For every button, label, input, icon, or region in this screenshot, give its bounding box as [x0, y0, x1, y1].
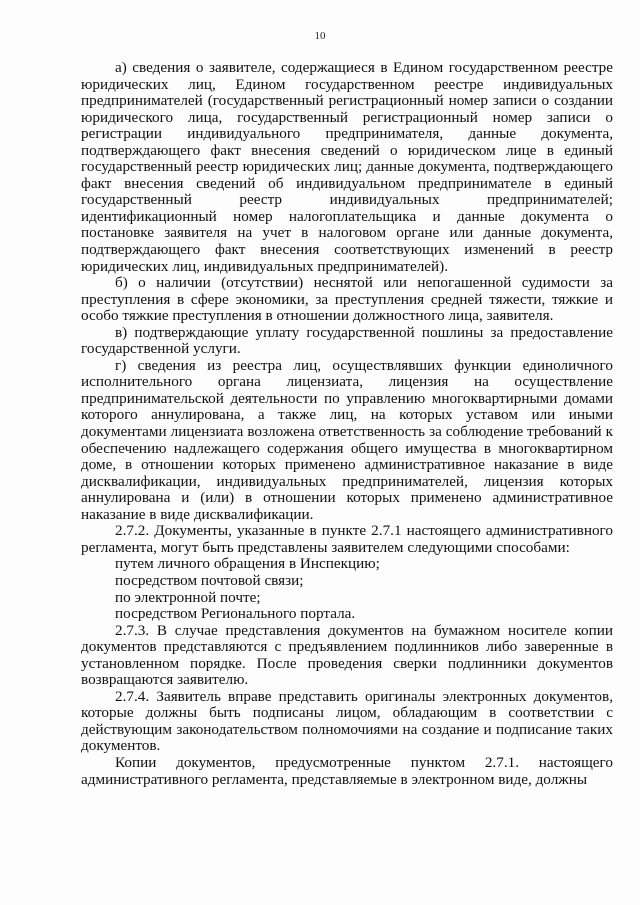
list-item: путем личного обращения в Инспекцию;: [115, 555, 380, 573]
paragraph-a-applicant-info: а) сведения о заявителе, содержащиеся в Едином государственном реестре юридических лиц, Едином государственном реестре индивидуальных предпринимателей (государственный регистрационный номер записи о создании юридического лица, государственный регистрационный номер записи о регистрации индивидуального предпринимателя, данные документа, подтверждающего факт внесения сведений о юридическом лице в единый государственный реестр юридических лиц; данные документа, подтверждающего факт внесения сведений об индивидуальном предпринимателе в единый государственный реестр индивидуальных предпринимателей; идентификационный номер налогоплательщика и данные документа о постановке заявителя на учет в налоговом органе или данные документа, подтверждающего факт внесения соответствующих изменений в реестр юридических лиц, индивидуальных предпринимателей).: [81, 59, 613, 275]
paragraph-v-state-fee: в) подтверждающие уплату государственной пошлины за предоставление государственной услуги.: [81, 323, 613, 358]
paragraph-2-7-3: 2.7.3. В случае представления документов на бумажном носителе копии документов представляются с предъявлением подлинников либо заверенные в установленном порядке. После проведения сверки подлинники документов возвращаются заявителю.: [81, 621, 613, 689]
list-item: по электронной почте;: [115, 588, 261, 606]
paragraph-g-registry-info: г) сведения из реестра лиц, осуществлявших функции единоличного исполнительного органа лицензиата, лицензия на осуществление предпринимательской деятельности по управлению многоквартирными домами которого аннулирована, а также лиц, на которых уставом или иными документами лицензиата возложена ответственность за соблюдение требований к обеспечению надлежащего содержания общего имущества в многоквартирном доме, в отношении которых применено административное наказание в виде дисквалификации, индивидуальных предпринимателей, лицензия которых аннулирована и (или) в отношении которых применено административное наказание в виде дисквалификации.: [81, 356, 613, 523]
list-item: посредством почтовой связи;: [115, 571, 304, 589]
paragraph-2-7-2: 2.7.2. Документы, указанные в пункте 2.7.1 настоящего административного регламента, могут быть представлены заявителем следующими способами:: [81, 522, 613, 556]
paragraph-b-criminal-record: б) о наличии (отсутствии) неснятой или непогашенной судимости за преступления в сфере экономики, за преступления средней тяжести, тяжкие и особо тяжкие преступления в отношении должностного лица, заявителя.: [81, 274, 613, 325]
paragraph-copies-electronic: Копии документов, предусмотренные пунктом 2.7.1. настоящего административного регламента, представляемые в электронном виде, должны: [81, 753, 613, 788]
paragraph-2-7-4: 2.7.4. Заявитель вправе представить оригиналы электронных документов, которые должны быть подписаны лицом, обладающим в соответствии с действующим законодательством полномочиями на создание и подписание таких документов.: [81, 687, 613, 755]
list-item: посредством Регионального портала.: [115, 605, 356, 623]
document-body: [81, 60, 613, 788]
page-number: 10: [314, 30, 326, 42]
